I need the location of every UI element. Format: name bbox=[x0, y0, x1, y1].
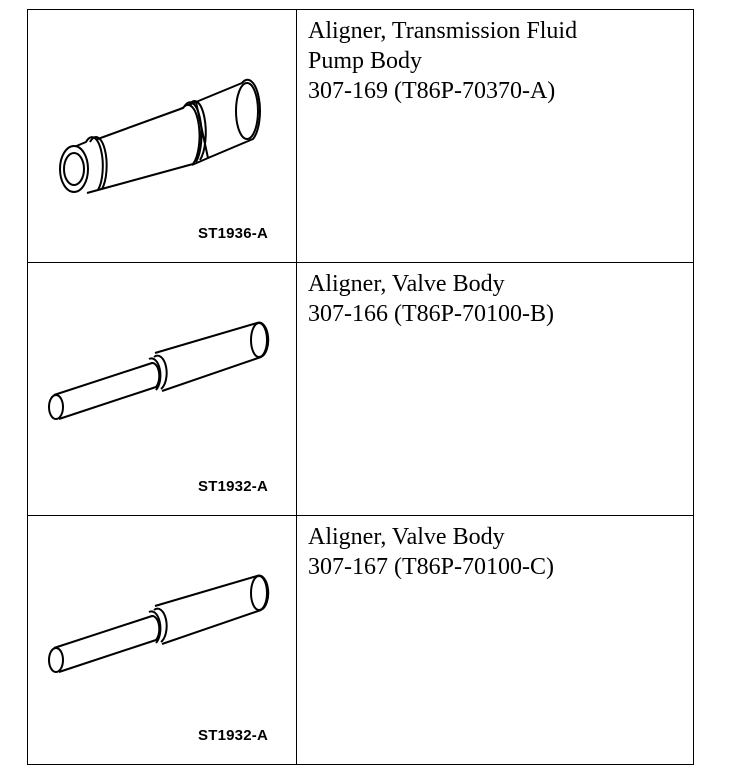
tool-image-cell bbox=[28, 516, 297, 765]
tool-row bbox=[28, 516, 694, 765]
tool-illustration-wrap bbox=[28, 516, 296, 764]
tool-name-line: Aligner, Valve Body bbox=[308, 524, 505, 550]
tool-description-cell bbox=[297, 263, 694, 516]
tool-image-cell bbox=[28, 10, 297, 263]
tool-image-cell bbox=[28, 263, 297, 516]
image-reference-code: ST1932-A bbox=[198, 727, 268, 744]
tool-row bbox=[28, 10, 694, 263]
tool-description-cell bbox=[297, 10, 694, 263]
special-tools-table bbox=[27, 9, 694, 765]
tool-description-cell bbox=[297, 516, 694, 765]
image-reference-code: ST1936-A bbox=[198, 225, 268, 242]
tool-number-line: 307-169 (T86P-70370-A) bbox=[308, 78, 556, 104]
tool-illustration-wrap bbox=[28, 10, 296, 262]
tool-name-line: Pump Body bbox=[308, 48, 423, 74]
tool-name-line: Aligner, Transmission Fluid bbox=[308, 18, 578, 44]
tool-name-line: Aligner, Valve Body bbox=[308, 271, 505, 297]
tool-row bbox=[28, 263, 694, 516]
tool-illustration-wrap bbox=[28, 263, 296, 515]
image-reference-code: ST1932-A bbox=[198, 478, 268, 495]
tool-number-line: 307-167 (T86P-70100-C) bbox=[308, 554, 554, 580]
tool-number-line: 307-166 (T86P-70100-B) bbox=[308, 301, 554, 327]
